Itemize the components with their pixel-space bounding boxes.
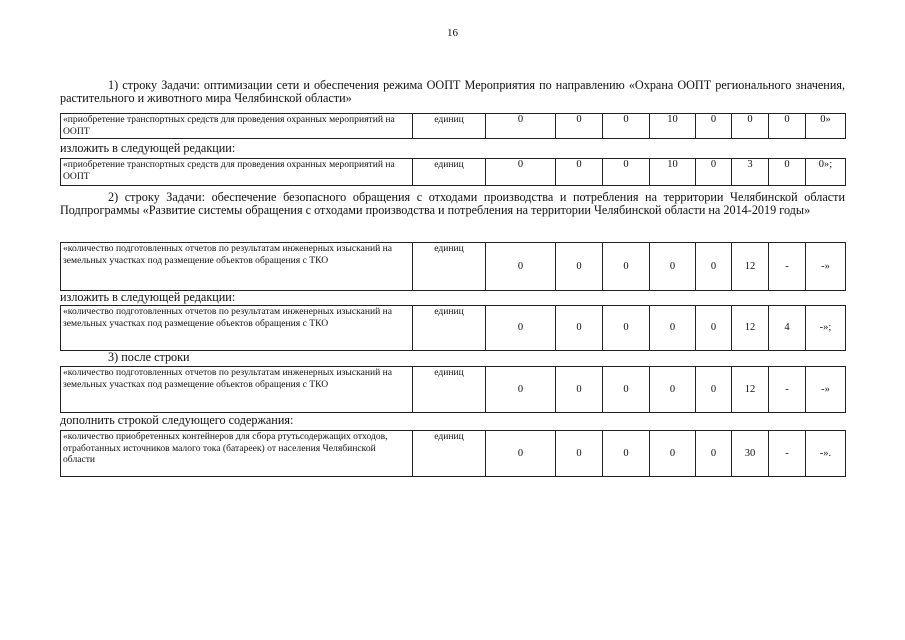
row-value: 0	[769, 114, 806, 139]
row-value: 0	[603, 114, 650, 139]
section2-new-table	[60, 305, 846, 351]
row-value: 0	[556, 367, 603, 413]
row-name: «приобретение транспортных средств для проведения охранных мероприятий на ООПТ	[61, 114, 413, 139]
row-value: 0»;	[806, 159, 846, 186]
section1-new-table	[60, 158, 846, 186]
section3-intro	[60, 351, 190, 364]
row-value: 0	[603, 431, 650, 477]
section2-old-table	[60, 242, 846, 291]
row-value: 0	[486, 114, 556, 139]
row-unit: единиц	[413, 159, 486, 186]
section1-intro	[60, 79, 845, 105]
row-value: 0	[696, 159, 732, 186]
row-value: 0	[696, 114, 732, 139]
section3-add-table	[60, 430, 846, 477]
row-value: 0	[769, 159, 806, 186]
row-value: 0	[650, 367, 696, 413]
table-row	[61, 243, 846, 291]
row-value: -».	[806, 431, 846, 477]
table-row	[61, 367, 846, 413]
row-value: 12	[732, 306, 769, 351]
row-unit: единиц	[413, 431, 486, 477]
row-name: «количество подготовленных отчетов по результатам инженерных изысканий на земельных участках под размещение объектов обращения с ТКО	[61, 306, 413, 351]
row-value: 0	[556, 306, 603, 351]
table-row	[61, 306, 846, 351]
row-name: «количество приобретенных контейнеров для сбора ртутьсодержащих отходов, отработанных источников малого тока (батареек) от населения Челябинской области	[61, 431, 413, 477]
section1-label: изложить в следующей редакции:	[60, 141, 236, 155]
section3-table	[60, 366, 846, 413]
row-unit: единиц	[413, 306, 486, 351]
row-value: 0	[556, 243, 603, 291]
row-value: 0	[486, 367, 556, 413]
row-value: 12	[732, 367, 769, 413]
row-value: -	[769, 431, 806, 477]
section1-old-table	[60, 113, 846, 139]
row-value: 0	[732, 114, 769, 139]
page-number: 16	[447, 27, 458, 39]
row-value: -»	[806, 243, 846, 291]
section2-intro	[60, 191, 845, 217]
row-value: 0	[486, 159, 556, 186]
row-value: 0	[486, 306, 556, 351]
row-value: 0	[650, 306, 696, 351]
row-value: 10	[650, 114, 696, 139]
row-unit: единиц	[413, 114, 486, 139]
row-value: 12	[732, 243, 769, 291]
row-value: 0	[696, 243, 732, 291]
section2-intro-text: 2) строку Задачи: обеспечение безопасного обращения с отходами производства и потребления на территории Челябинской области Подпрограммы «Развитие системы обращения с отходами производства и потребления на территории Челябинской области на 2014-2019 годы»	[60, 190, 845, 217]
row-value: -»;	[806, 306, 846, 351]
section3-label: дополнить строкой следующего содержания:	[60, 413, 294, 427]
section1-intro-text: 1) строку Задачи: оптимизации сети и обеспечения режима ООПТ Мероприятия по направлению «Охрана ООПТ регионального значения, растительного и животного мира Челябинской области»	[60, 78, 845, 105]
row-value: 0	[603, 243, 650, 291]
row-value: 4	[769, 306, 806, 351]
row-unit: единиц	[413, 243, 486, 291]
row-value: 0	[486, 243, 556, 291]
row-name: «количество подготовленных отчетов по результатам инженерных изысканий на земельных участках под размещение объектов обращения с ТКО	[61, 243, 413, 291]
row-value: 3	[732, 159, 769, 186]
table-row	[61, 431, 846, 477]
row-value: 0	[696, 367, 732, 413]
row-value: 0	[603, 306, 650, 351]
section3-intro-text: 3) после строки	[108, 350, 190, 364]
row-name: «количество подготовленных отчетов по результатам инженерных изысканий на земельных участках под размещение объектов обращения с ТКО	[61, 367, 413, 413]
table-row	[61, 114, 846, 139]
row-unit: единиц	[413, 367, 486, 413]
row-value: 0	[650, 243, 696, 291]
section2-label: изложить в следующей редакции:	[60, 290, 236, 304]
row-value: 0	[696, 431, 732, 477]
row-value: 10	[650, 159, 696, 186]
row-value: -	[769, 243, 806, 291]
row-value: 0	[556, 159, 603, 186]
row-value: 0	[650, 431, 696, 477]
row-value: 0	[556, 431, 603, 477]
row-value: 0»	[806, 114, 846, 139]
row-name: «приобретение транспортных средств для проведения охранных мероприятий на ООПТ	[61, 159, 413, 186]
row-value: 0	[603, 159, 650, 186]
table-row	[61, 159, 846, 186]
row-value: -»	[806, 367, 846, 413]
row-value: 0	[556, 114, 603, 139]
row-value: 30	[732, 431, 769, 477]
row-value: 0	[696, 306, 732, 351]
row-value: 0	[486, 431, 556, 477]
row-value: -	[769, 367, 806, 413]
row-value: 0	[603, 367, 650, 413]
